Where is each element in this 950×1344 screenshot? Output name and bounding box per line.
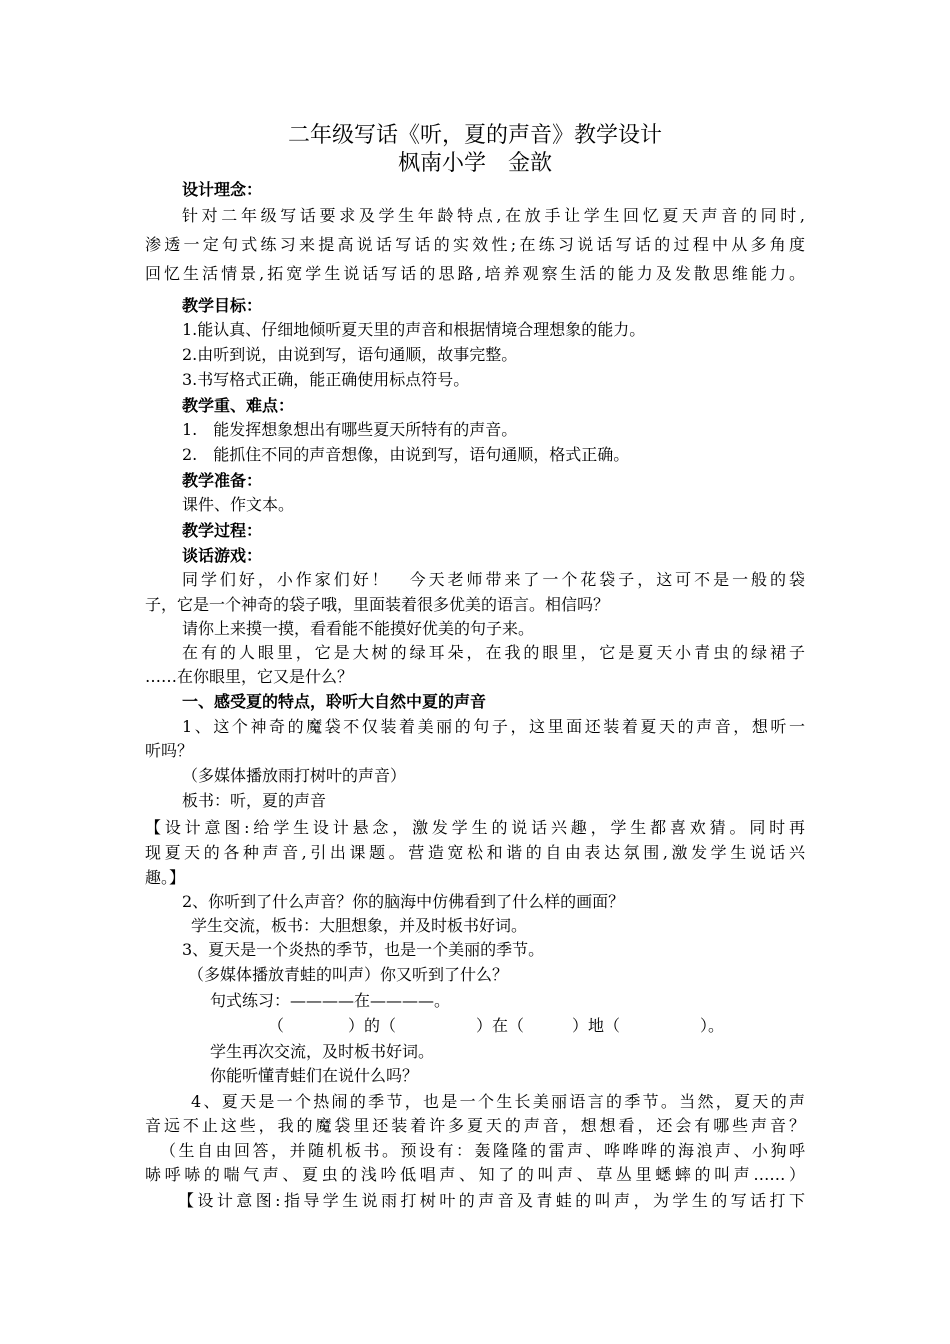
para-line: 同学们好，小作家们好！ 今天老师带来了一个花袋子，这可不是一般的袋 [182, 570, 805, 589]
preparation-text: 课件、作文本。 [182, 495, 295, 514]
para-line: 听吗？ [145, 741, 194, 760]
sentence-pattern-blanks: （ ）的（ ）在（ ）地（ ）。 [268, 1016, 725, 1035]
para-line: 渗透一定句式练习来提高说话写话的实效性;在练习说话写话的过程中从多角度 [145, 235, 805, 254]
key-point-item: 2. 能抓住不同的声音想像，由说到写，语句通顺，格式正确。 [182, 445, 630, 464]
heading-preparation: 教学准备： [182, 471, 263, 490]
para-line: 请你上来摸一摸，看看能不能摸好优美的句子来。 [182, 619, 535, 638]
para-line: 你能听懂青蛙们在说什么吗？ [210, 1066, 419, 1085]
para-line: 回忆生活情景,拓宽学生说话写话的思路,培养观察生活的能力及发散思维能力。 [145, 264, 805, 283]
para-line: 学生交流，板书：大胆想象，并及时板书好词。 [191, 916, 528, 935]
para-line: 音远不止这些，我的魔袋里还装着许多夏天的声音，想想看，还会有哪些声音？ [145, 1116, 805, 1135]
section-heading-1: 一、感受夏的特点，聆听大自然中夏的声音 [182, 692, 487, 711]
para-line: 针对二年级写话要求及学生年龄特点,在放手让学生回忆夏天声音的同时, [182, 206, 805, 225]
para-line: （多媒体播放青蛙的叫声）你又听到了什么？ [188, 965, 509, 984]
design-intent-line: 趣。】 [145, 868, 186, 887]
key-point-item: 1. 能发挥想象想出有哪些夏天所特有的声音。 [182, 420, 518, 439]
para-line: 4、夏天是一个热闹的季节，也是一个生长美丽语言的季节。当然，夏天的声 [191, 1092, 805, 1111]
para-line: 1、这个神奇的魔袋不仅装着美丽的句子，这里面还装着夏天的声音，想听一 [182, 717, 805, 736]
heading-process: 教学过程： [182, 521, 263, 540]
para-line: 哧呼哧的喘气声、夏虫的浅吟低唱声、知了的叫声、草丛里蟋蟀的叫声……） [145, 1165, 805, 1184]
design-intent-line: 【设计意图:给学生设计悬念，激发学生的说话兴趣，学生都喜欢猜。同时再 [145, 818, 805, 837]
para-line: 板书：听，夏的声音 [182, 791, 327, 810]
para-line: 3、夏天是一个炎热的季节，也是一个美丽的季节。 [182, 940, 545, 959]
para-line: 子，它是一个神奇的袋子哦，里面装着很多优美的语言。相信吗？ [145, 595, 610, 614]
goal-item: 3.书写格式正确，能正确使用标点符号。 [182, 370, 470, 389]
para-line: ……在你眼里，它又是什么？ [145, 667, 354, 686]
heading-teaching-goals: 教学目标： [182, 296, 263, 315]
para-line: 在有的人眼里，它是大树的绿耳朵，在我的眼里，它是夏天小青虫的绿裙子 [182, 643, 805, 662]
goal-item: 2.由听到说，由说到写，语句通顺，故事完整。 [182, 345, 518, 364]
design-intent-line: 现夏天的各种声音,引出课题。营造宽松和谐的自由表达氛围,激发学生说话兴 [145, 843, 805, 862]
sentence-pattern-line: 句式练习：————在————。 [210, 991, 451, 1010]
goal-item: 1.能认真、仔细地倾听夏天里的声音和根据情境合理想象的能力。 [182, 320, 646, 339]
para-line: （生自由回答，并随机板书。预设有：轰隆隆的雷声、哗哗哗的海浪声、小狗呼 [160, 1141, 805, 1160]
para-line: 学生再次交流，及时板书好词。 [210, 1042, 435, 1061]
doc-author: 枫南小学 金歆 [397, 151, 552, 176]
heading-talk-game: 谈话游戏： [182, 546, 263, 565]
para-line: 2、你听到了什么声音？你的脑海中仿佛看到了什么样的画面？ [182, 892, 625, 911]
heading-design-concept: 设计理念： [182, 180, 263, 199]
doc-title: 二年级写话《听，夏的声音》教学设计 [287, 123, 662, 148]
heading-key-points: 教学重、难点： [182, 396, 295, 415]
para-line: （多媒体播放雨打树叶的声音） [182, 766, 407, 785]
design-intent-line: 【设计意图:指导学生说雨打树叶的声音及青蛙的叫声，为学生的写话打下 [178, 1191, 805, 1210]
